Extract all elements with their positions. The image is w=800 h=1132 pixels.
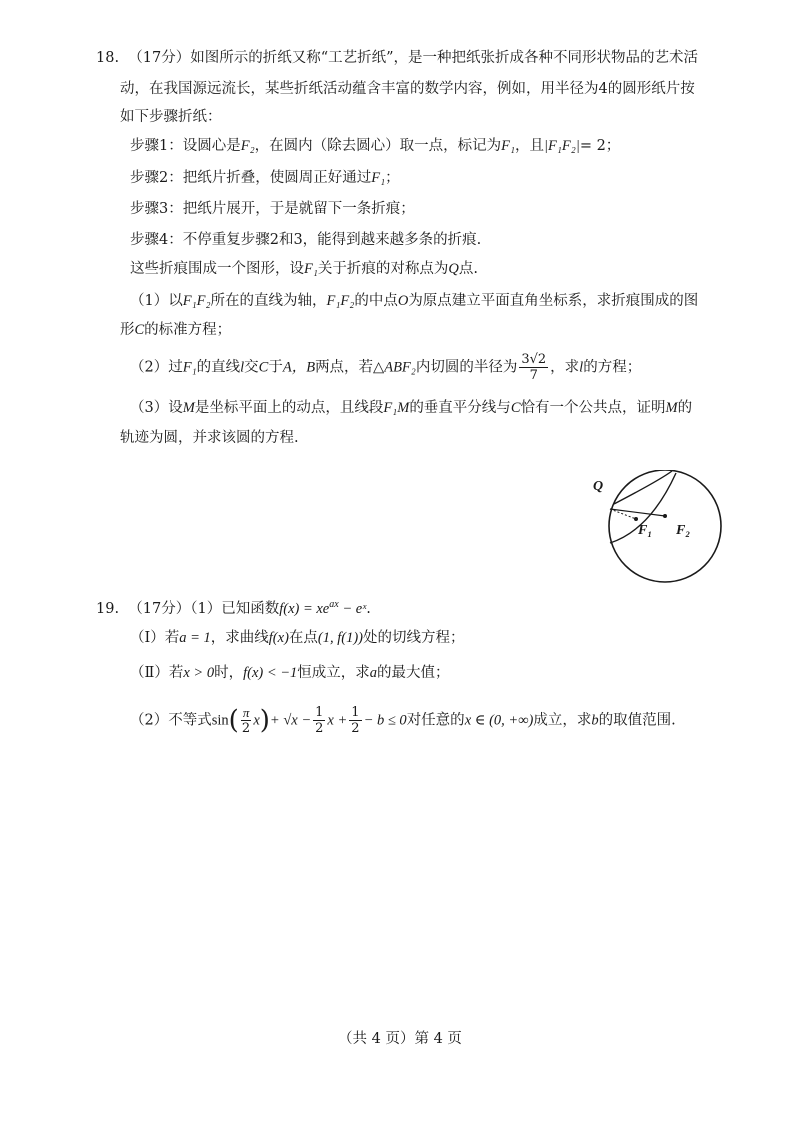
q18-line-1: 18. （17分）如图所示的折纸又称“工艺折纸”，是一种把纸张折成各种不同形状物品的艺术活 — [96, 50, 699, 66]
page-footer: （共 4 页）第 4 页 — [338, 1031, 462, 1047]
label-q: Q — [593, 479, 604, 494]
q19-line-1: 19. （17分）（1）已知函数$f(x) = xe^{ax}$ − eˣ. — [96, 599, 371, 617]
folding-circle-figure — [590, 470, 730, 600]
q18-points: （17分） — [128, 50, 191, 66]
q18-symmetric-point: 这些折痕围成一个图形，设F₁关于折痕的对称点为Q点. — [130, 261, 478, 277]
q18-step-3: 步骤3：把纸片展开，于是就留下一条折痕； — [130, 201, 415, 217]
q18-step-1: 步骤1：设圆心是F₂，在圆内（除去圆心）取一点，标记为F₁，且|F₁F₂|= 2； — [130, 138, 621, 154]
label-f1: F₁ — [638, 523, 653, 538]
q18-part-3-cont: 轨迹为圆，并求该圆的方程. — [120, 430, 299, 446]
q18-number: 18. — [96, 50, 120, 66]
radius-fraction: $\frac{3√2}{7}$ — [521, 352, 547, 383]
paper-circle — [609, 470, 721, 582]
q19-points: （17分） — [128, 600, 191, 617]
q19-part-2: （2）不等式sin( $\frac{\pi}{2}$ x)+ √x − $\frac{1}{2}$ x + $\frac{1}{2}$ − b ≤ 0对任意的x ∈ (0, +∞)成立，求b的取值范围. — [130, 705, 676, 736]
q18-line-3: 如下步骤折纸： — [120, 109, 222, 125]
q18-line-2: 动，在我国源远流长，某些折纸活动蕴含丰富的数学内容，例如，用半径为4的圆形纸片按 — [120, 81, 695, 97]
q18-step-2: 步骤2：把纸片折叠，使圆周正好通过F₁； — [130, 170, 400, 186]
q19-part-1-ii: （Ⅱ）若x > 0时，f(x) < −1恒成立，求a的最大值； — [130, 665, 450, 681]
q18-part-3: （3）设M是坐标平面上的动点，且线段F₁M的垂直平分线与C恰有一个公共点，证明M的 — [130, 400, 693, 416]
q18-part-1-cont: 形C的标准方程； — [120, 322, 232, 338]
q18-part-1: （1）以F₁F₂所在的直线为轴，F₁F₂的中点O为原点建立平面直角坐标系，求折痕围成的图 — [130, 293, 699, 309]
q18-step-4: 步骤4：不停重复步骤2和3，能得到越来越多条的折痕. — [130, 232, 482, 248]
q18-part-2: （2）过F₁的直线l交C于A，B两点，若△ABF₂内切圆的半径为 $\frac{3√2}{7}$ ，求l的方程； — [130, 352, 642, 383]
q19-number: 19. — [96, 600, 120, 617]
fold-arc — [614, 471, 672, 504]
point-f1 — [634, 517, 638, 521]
point-f2 — [663, 514, 667, 518]
q19-part-1-i: （Ⅰ）若a = 1，求曲线f(x)在点(1, f(1))处的切线方程； — [130, 630, 465, 646]
label-f2: F₂ — [676, 523, 691, 538]
